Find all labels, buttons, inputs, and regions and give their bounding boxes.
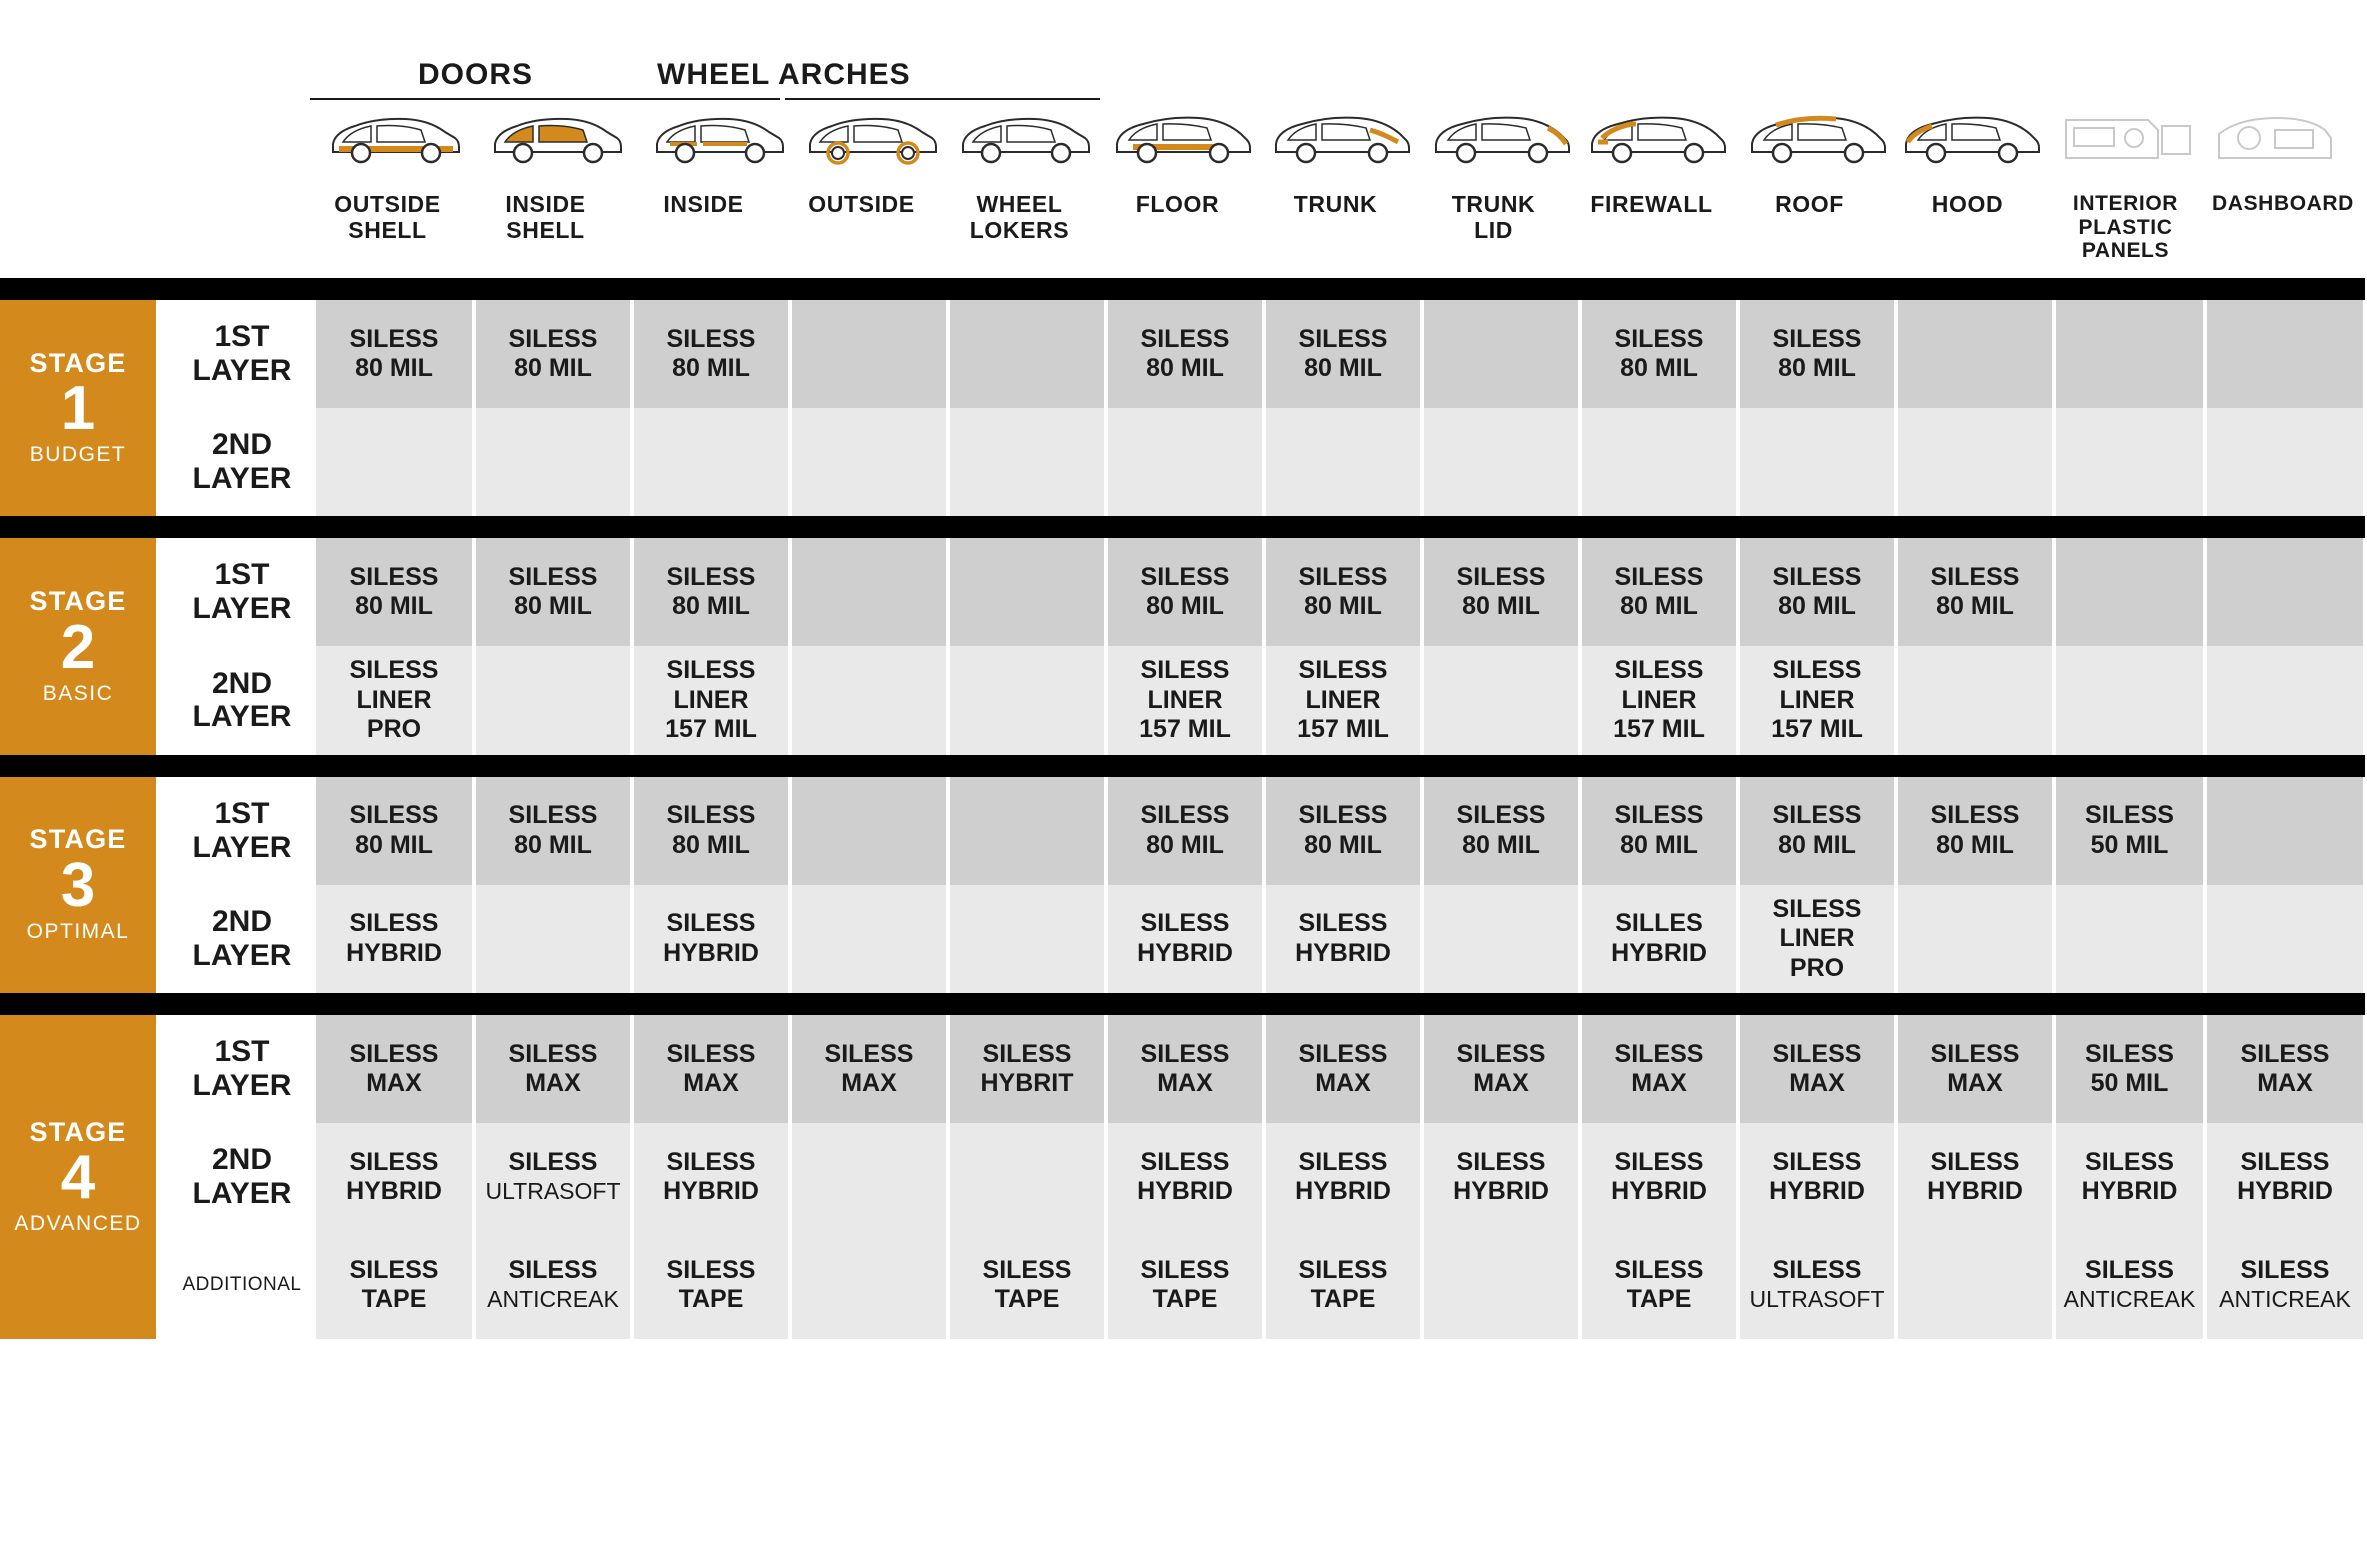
column-header-floor: FLOOR <box>1135 191 1220 217</box>
separator-stage-cell <box>0 755 158 777</box>
cell-inside_shell: SILESS ANTICREAK <box>474 1231 632 1339</box>
cell-interior_plastic_panels <box>2054 300 2205 408</box>
column-header-outside: OUTSIDE <box>808 191 915 217</box>
cell-inside_shell: SILESS ULTRASOFT <box>474 1123 632 1231</box>
car-icon-roof <box>1738 100 1888 175</box>
cell-wheel_lokers: SILESS TAPE <box>948 1231 1106 1339</box>
layer-label: 1ST LAYER <box>168 777 316 885</box>
cell-hood: SILESS 80 MIL <box>1896 777 2054 885</box>
column-header-trunk: TRUNK <box>1293 191 1378 217</box>
stage-word: STAGE <box>29 1116 127 1147</box>
cell-interior_plastic_panels: SILESS ANTICREAK <box>2054 1231 2205 1339</box>
cell-roof: SILESS MAX <box>1738 1015 1896 1123</box>
cell-wheel_lokers <box>948 885 1106 994</box>
cell-firewall: SILESS LINER 157 MIL <box>1580 646 1738 755</box>
cell-inside_shell: SILESS 80 MIL <box>474 300 632 408</box>
cell-dashboard <box>2205 777 2365 885</box>
cell-wheel_lokers <box>948 1123 1106 1231</box>
cell-firewall: SILESS MAX <box>1580 1015 1738 1123</box>
cell-outside <box>790 538 948 646</box>
table-row <box>0 777 2365 885</box>
cell-trunk_lid: SILESS MAX <box>1422 1015 1580 1123</box>
cell-outside_shell: SILESS TAPE <box>316 1231 474 1339</box>
table-row <box>0 1123 2365 1231</box>
matrix-table-wrap <box>0 278 2367 1339</box>
cell-trunk_lid <box>1422 1231 1580 1339</box>
cell-firewall: SILESS 80 MIL <box>1580 300 1738 408</box>
cell-roof <box>1738 408 1896 516</box>
car-icon-door-inside <box>637 100 787 175</box>
separator-bar <box>158 516 2365 538</box>
cell-floor: SILESS MAX <box>1106 1015 1264 1123</box>
layer-label: ADDITIONAL <box>168 1231 316 1339</box>
stage-label-1 <box>0 300 158 516</box>
stage-gap-column <box>158 538 168 755</box>
cell-inside_shell: SILESS 80 MIL <box>474 538 632 646</box>
layer-label: 1ST LAYER <box>168 300 316 408</box>
cell-floor: SILESS HYBRID <box>1106 885 1264 994</box>
cell-wheel_lokers <box>948 646 1106 755</box>
cell-interior_plastic_panels <box>2054 885 2205 994</box>
cell-outside_shell: SILESS 80 MIL <box>316 300 474 408</box>
cell-trunk_lid: SILESS 80 MIL <box>1422 538 1580 646</box>
stage-number: 3 <box>60 851 96 921</box>
cell-outside <box>790 408 948 516</box>
column-header-hood: HOOD <box>1931 191 2004 217</box>
cell-dashboard <box>2205 408 2365 516</box>
stage-number: 4 <box>60 1143 96 1213</box>
car-icon-interior-plastic-panels <box>2048 100 2198 175</box>
cell-trunk: SILESS HYBRID <box>1264 885 1422 994</box>
car-icon-floor <box>1103 100 1253 175</box>
cell-wheel_lokers <box>948 538 1106 646</box>
cell-dashboard: SILESS MAX <box>2205 1015 2365 1123</box>
matrix-table <box>0 278 2367 1339</box>
cell-outside_shell: SILESS MAX <box>316 1015 474 1123</box>
cell-inside_shell: SILESS MAX <box>474 1015 632 1123</box>
layer-label: 2ND LAYER <box>168 408 316 516</box>
layer-label: 2ND LAYER <box>168 646 316 755</box>
cell-hood <box>1896 646 2054 755</box>
cell-trunk <box>1264 408 1422 516</box>
cell-floor: SILESS HYBRID <box>1106 1123 1264 1231</box>
car-icon-inside-shell <box>475 100 625 175</box>
cell-outside_shell: SILESS 80 MIL <box>316 777 474 885</box>
stage-number: 1 <box>60 374 96 444</box>
stage-label-3 <box>0 777 158 994</box>
cell-hood: SILESS MAX <box>1896 1015 2054 1123</box>
column-header-interior-plastic-panels: INTERIOR PLASTIC PANELS <box>2072 192 2179 263</box>
cell-trunk_lid <box>1422 408 1580 516</box>
cell-firewall: SILLES HYBRID <box>1580 885 1738 994</box>
stage-gap-column <box>158 777 168 994</box>
cell-trunk: SILESS 80 MIL <box>1264 300 1422 408</box>
column-header-trunk-lid: TRUNK LID <box>1451 191 1536 243</box>
stage-separator <box>0 755 2365 777</box>
group-label-doors: DOORS <box>418 58 534 91</box>
column-header-outside-shell: OUTSIDE SHELL <box>334 191 441 243</box>
separator-stage-cell <box>0 993 158 1015</box>
stage-subtitle: ADVANCED <box>14 1212 142 1236</box>
cell-hood: SILESS 80 MIL <box>1896 538 2054 646</box>
cell-outside_shell: SILESS HYBRID <box>316 1123 474 1231</box>
cell-inside: SILESS LINER 157 MIL <box>632 646 790 755</box>
stage-separator <box>0 993 2365 1015</box>
cell-trunk_lid: SILESS 80 MIL <box>1422 777 1580 885</box>
cell-trunk: SILESS 80 MIL <box>1264 777 1422 885</box>
cell-trunk: SILESS MAX <box>1264 1015 1422 1123</box>
car-icon-dashboard <box>2205 100 2355 175</box>
cell-trunk_lid <box>1422 300 1580 408</box>
cell-outside: SILESS MAX <box>790 1015 948 1123</box>
cell-firewall: SILESS TAPE <box>1580 1231 1738 1339</box>
cell-dashboard: SILESS HYBRID <box>2205 1123 2365 1231</box>
cell-floor: SILESS TAPE <box>1106 1231 1264 1339</box>
cell-roof: SILESS 80 MIL <box>1738 777 1896 885</box>
separator-bar <box>158 278 2365 300</box>
separator-bar <box>158 755 2365 777</box>
stage-separator <box>0 278 2365 300</box>
cell-outside <box>790 777 948 885</box>
table-row <box>0 646 2365 755</box>
cell-dashboard <box>2205 646 2365 755</box>
cell-floor: SILESS 80 MIL <box>1106 538 1264 646</box>
cell-outside_shell: SILESS 80 MIL <box>316 538 474 646</box>
table-row <box>0 538 2365 646</box>
cell-trunk: SILESS LINER 157 MIL <box>1264 646 1422 755</box>
cell-inside: SILESS 80 MIL <box>632 300 790 408</box>
table-row <box>0 1015 2365 1123</box>
separator-stage-cell <box>0 278 158 300</box>
stage-word: STAGE <box>29 824 127 855</box>
car-icon-trunk <box>1262 100 1412 175</box>
cell-wheel_lokers <box>948 777 1106 885</box>
cell-firewall: SILESS 80 MIL <box>1580 777 1738 885</box>
cell-outside <box>790 885 948 994</box>
layer-label: 1ST LAYER <box>168 538 316 646</box>
cell-hood <box>1896 885 2054 994</box>
table-row <box>0 1231 2365 1339</box>
cell-dashboard: SILESS ANTICREAK <box>2205 1231 2365 1339</box>
cell-inside: SILESS HYBRID <box>632 885 790 994</box>
cell-inside: SILESS TAPE <box>632 1231 790 1339</box>
cell-floor: SILESS LINER 157 MIL <box>1106 646 1264 755</box>
cell-inside_shell <box>474 885 632 994</box>
cell-outside_shell: SILESS HYBRID <box>316 885 474 994</box>
car-icon-wheel-lokers <box>943 100 1093 175</box>
cell-roof: SILESS HYBRID <box>1738 1123 1896 1231</box>
cell-interior_plastic_panels <box>2054 408 2205 516</box>
car-icon-wheel-arch-outside <box>790 100 940 175</box>
car-icon-outside-shell <box>313 100 463 175</box>
cell-interior_plastic_panels <box>2054 538 2205 646</box>
cell-trunk_lid <box>1422 646 1580 755</box>
cell-wheel_lokers <box>948 300 1106 408</box>
cell-hood <box>1896 1231 2054 1339</box>
cell-inside_shell: SILESS 80 MIL <box>474 777 632 885</box>
cell-trunk: SILESS TAPE <box>1264 1231 1422 1339</box>
cell-roof: SILESS 80 MIL <box>1738 538 1896 646</box>
car-icon-hood <box>1892 100 2042 175</box>
cell-inside: SILESS MAX <box>632 1015 790 1123</box>
column-header-inside-shell: INSIDE SHELL <box>505 191 586 243</box>
cell-trunk: SILESS 80 MIL <box>1264 538 1422 646</box>
table-header-area <box>0 0 2367 278</box>
cell-inside <box>632 408 790 516</box>
stage-gap-column <box>158 1015 168 1339</box>
cell-inside_shell <box>474 646 632 755</box>
stage-number: 2 <box>60 612 96 682</box>
cell-hood <box>1896 408 2054 516</box>
cell-roof: SILESS 80 MIL <box>1738 300 1896 408</box>
separator-stage-cell <box>0 516 158 538</box>
cell-hood: SILESS HYBRID <box>1896 1123 2054 1231</box>
column-header-roof: ROOF <box>1775 191 1844 217</box>
cell-outside <box>790 646 948 755</box>
car-icon-trunk-lid <box>1422 100 1572 175</box>
cell-roof: SILESS LINER PRO <box>1738 885 1896 994</box>
cell-interior_plastic_panels: SILESS HYBRID <box>2054 1123 2205 1231</box>
table-row <box>0 408 2365 516</box>
cell-floor <box>1106 408 1264 516</box>
car-icon-firewall <box>1578 100 1728 175</box>
cell-trunk: SILESS HYBRID <box>1264 1123 1422 1231</box>
group-label-wheel-arches: WHEEL ARCHES <box>657 58 911 91</box>
cell-firewall: SILESS HYBRID <box>1580 1123 1738 1231</box>
stage-label-2 <box>0 538 158 755</box>
column-header-inside: INSIDE <box>663 191 744 217</box>
cell-inside: SILESS HYBRID <box>632 1123 790 1231</box>
cell-firewall: SILESS 80 MIL <box>1580 538 1738 646</box>
layer-label: 1ST LAYER <box>168 1015 316 1123</box>
separator-bar <box>158 993 2365 1015</box>
cell-inside_shell <box>474 408 632 516</box>
cell-outside <box>790 1123 948 1231</box>
stage-gap-column <box>158 300 168 516</box>
cell-dashboard <box>2205 885 2365 994</box>
cell-outside <box>790 1231 948 1339</box>
cell-dashboard <box>2205 538 2365 646</box>
stage-word: STAGE <box>29 347 127 378</box>
table-row <box>0 885 2365 994</box>
cell-floor: SILESS 80 MIL <box>1106 777 1264 885</box>
cell-inside: SILESS 80 MIL <box>632 777 790 885</box>
stage-label-4 <box>0 1015 158 1339</box>
stage-separator <box>0 516 2365 538</box>
cell-floor: SILESS 80 MIL <box>1106 300 1264 408</box>
cell-roof: SILESS LINER 157 MIL <box>1738 646 1896 755</box>
column-header-firewall: FIREWALL <box>1590 191 1713 217</box>
stage-subtitle: OPTIMAL <box>26 920 130 944</box>
layer-label: 2ND LAYER <box>168 1123 316 1231</box>
stage-word: STAGE <box>29 585 127 616</box>
cell-wheel_lokers <box>948 408 1106 516</box>
cell-roof: SILESS ULTRASOFT <box>1738 1231 1896 1339</box>
cell-firewall <box>1580 408 1738 516</box>
stage-subtitle: BASIC <box>42 681 114 705</box>
layer-label: 2ND LAYER <box>168 885 316 994</box>
cell-trunk_lid: SILESS HYBRID <box>1422 1123 1580 1231</box>
cell-wheel_lokers: SILESS HYBRIT <box>948 1015 1106 1123</box>
cell-trunk_lid <box>1422 885 1580 994</box>
cell-interior_plastic_panels: SILESS 50 MIL <box>2054 1015 2205 1123</box>
cell-interior_plastic_panels: SILESS 50 MIL <box>2054 777 2205 885</box>
table-row <box>0 300 2365 408</box>
cell-dashboard <box>2205 300 2365 408</box>
cell-outside_shell <box>316 408 474 516</box>
cell-hood <box>1896 300 2054 408</box>
stage-subtitle: BUDGET <box>29 443 127 467</box>
cell-outside <box>790 300 948 408</box>
cell-outside_shell: SILESS LINER PRO <box>316 646 474 755</box>
cell-inside: SILESS 80 MIL <box>632 538 790 646</box>
column-header-wheel-lokers: WHEEL LOKERS <box>969 191 1070 243</box>
cell-interior_plastic_panels <box>2054 646 2205 755</box>
column-header-dashboard: DASHBOARD <box>2212 192 2354 215</box>
